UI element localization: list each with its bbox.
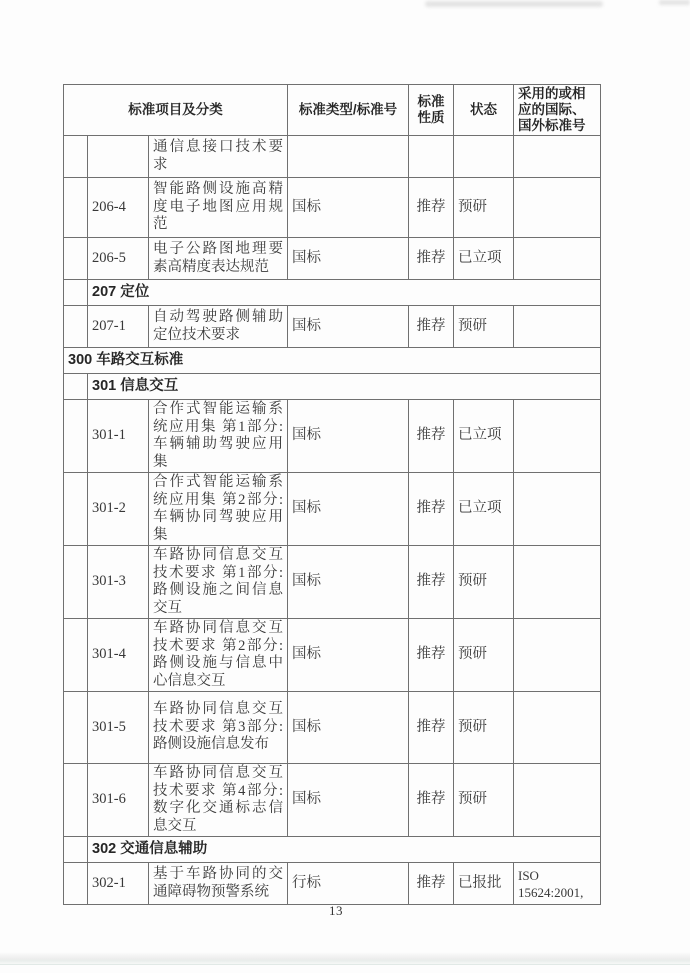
cell-description: 车路协同信息交互技术要求 第3部分: 路侧设施信息发布 (149, 692, 288, 764)
section-header-label: 302 交通信息辅助 (88, 837, 601, 863)
cell-intl-standard (514, 178, 601, 238)
table-row-301-4 (64, 619, 601, 692)
cell-code (88, 136, 149, 178)
cell-status: 预研 (454, 546, 514, 619)
cell-type: 国标 (288, 692, 409, 764)
cell-type (288, 136, 409, 178)
cell-code: 301-6 (88, 764, 149, 837)
cell-intl-standard (514, 306, 601, 348)
column-header-project: 标准项目及分类 (64, 85, 288, 136)
cell-type: 国标 (288, 306, 409, 348)
cell-description: 通信息接口技术要求 (149, 136, 288, 178)
cell-type: 国标 (288, 473, 409, 546)
column-header-type: 标准类型/标准号 (288, 85, 409, 136)
cell-nature: 推荐 (409, 473, 454, 546)
table-header-row (64, 85, 601, 136)
cell-intl-standard (514, 136, 601, 178)
cell-status: 预研 (454, 178, 514, 238)
table-row-continuation (64, 136, 601, 178)
cell-code: 301-2 (88, 473, 149, 546)
table-row-301-2 (64, 473, 601, 546)
cell-indent (64, 374, 88, 400)
cell-intl-standard (514, 692, 601, 764)
cell-nature: 推荐 (409, 619, 454, 692)
column-header-status: 状态 (454, 85, 514, 136)
cell-intl-standard: ISO 15624:2001, (514, 863, 601, 905)
section-header-label: 301 信息交互 (88, 374, 601, 400)
cell-status (454, 136, 514, 178)
table-row-206-4 (64, 178, 601, 238)
cell-indent (64, 280, 88, 306)
section-header-row-302 (64, 837, 601, 863)
standards-table (63, 84, 601, 905)
cell-type: 国标 (288, 619, 409, 692)
cell-indent (64, 136, 88, 178)
cell-indent (64, 863, 88, 905)
cell-description: 基于车路协同的交通障碍物预警系统 (149, 863, 288, 905)
scan-artifact-corner (659, 0, 690, 5)
cell-type: 国标 (288, 764, 409, 837)
cell-code: 206-4 (88, 178, 149, 238)
cell-intl-standard (514, 619, 601, 692)
scan-artifact-bottom-edge (0, 952, 690, 965)
table-row-207-1 (64, 306, 601, 348)
cell-status: 预研 (454, 619, 514, 692)
cell-description: 车路协同信息交互技术要求 第2部分: 路侧设施与信息中心信息交互 (149, 619, 288, 692)
cell-indent (64, 178, 88, 238)
cell-description: 合作式智能运输系统应用集 第2部分: 车辆协同驾驶应用集 (149, 473, 288, 546)
cell-intl-standard (514, 546, 601, 619)
section-header-row-207 (64, 280, 601, 306)
cell-status: 已立项 (454, 400, 514, 473)
cell-nature: 推荐 (409, 546, 454, 619)
cell-indent (64, 764, 88, 837)
cell-code: 301-5 (88, 692, 149, 764)
cell-type: 行标 (288, 863, 409, 905)
cell-nature: 推荐 (409, 238, 454, 280)
cell-code: 206-5 (88, 238, 149, 280)
cell-indent (64, 238, 88, 280)
cell-status: 预研 (454, 764, 514, 837)
cell-code: 301-1 (88, 400, 149, 473)
cell-code: 207-1 (88, 306, 149, 348)
cell-description: 车路协同信息交互技术要求 第1部分: 路侧设施之间信息交互 (149, 546, 288, 619)
cell-intl-standard (514, 238, 601, 280)
cell-code: 302-1 (88, 863, 149, 905)
section-header-row-300 (64, 348, 601, 374)
cell-intl-standard (514, 473, 601, 546)
cell-status: 已立项 (454, 238, 514, 280)
cell-nature: 推荐 (409, 178, 454, 238)
cell-description: 车路协同信息交互技术要求 第4部分: 数字化交通标志信息交互 (149, 764, 288, 837)
cell-nature: 推荐 (409, 306, 454, 348)
cell-indent (64, 306, 88, 348)
cell-indent (64, 546, 88, 619)
table-row-301-6 (64, 764, 601, 837)
column-header-nature: 标准性质 (409, 85, 454, 136)
scan-artifact-top (425, 1, 603, 7)
cell-description: 合作式智能运输系统应用集 第1部分: 车辆辅助驾驶应用集 (149, 400, 288, 473)
cell-type: 国标 (288, 400, 409, 473)
table-row-301-5 (64, 692, 601, 764)
cell-nature: 推荐 (409, 400, 454, 473)
cell-type: 国标 (288, 238, 409, 280)
cell-indent (64, 692, 88, 764)
cell-type: 国标 (288, 178, 409, 238)
cell-indent (64, 473, 88, 546)
section-header-label: 207 定位 (88, 280, 601, 306)
section-header-row-301 (64, 374, 601, 400)
cell-type: 国标 (288, 546, 409, 619)
cell-indent (64, 619, 88, 692)
cell-description: 电子公路图地理要素高精度表达规范 (149, 238, 288, 280)
cell-intl-standard (514, 400, 601, 473)
cell-nature (409, 136, 454, 178)
page-number: 13 (329, 903, 343, 918)
cell-indent (64, 837, 88, 863)
cell-nature: 推荐 (409, 863, 454, 905)
cell-intl-standard (514, 764, 601, 837)
cell-status: 预研 (454, 692, 514, 764)
cell-description: 智能路侧设施高精度电子地图应用规范 (149, 178, 288, 238)
cell-nature: 推荐 (409, 764, 454, 837)
table-row-301-1 (64, 400, 601, 473)
table-row-206-5 (64, 238, 601, 280)
cell-nature: 推荐 (409, 692, 454, 764)
cell-status: 预研 (454, 306, 514, 348)
cell-status: 已报批 (454, 863, 514, 905)
section-header-label: 300 车路交互标准 (64, 348, 601, 374)
cell-description: 自动驾驶路侧辅助定位技术要求 (149, 306, 288, 348)
cell-code: 301-4 (88, 619, 149, 692)
table-row-301-3 (64, 546, 601, 619)
table-row-302-1 (64, 863, 601, 905)
cell-indent (64, 400, 88, 473)
column-header-intl-standard: 采用的或相应的国际、国外标准号 (514, 85, 601, 136)
cell-code: 301-3 (88, 546, 149, 619)
cell-status: 已立项 (454, 473, 514, 546)
